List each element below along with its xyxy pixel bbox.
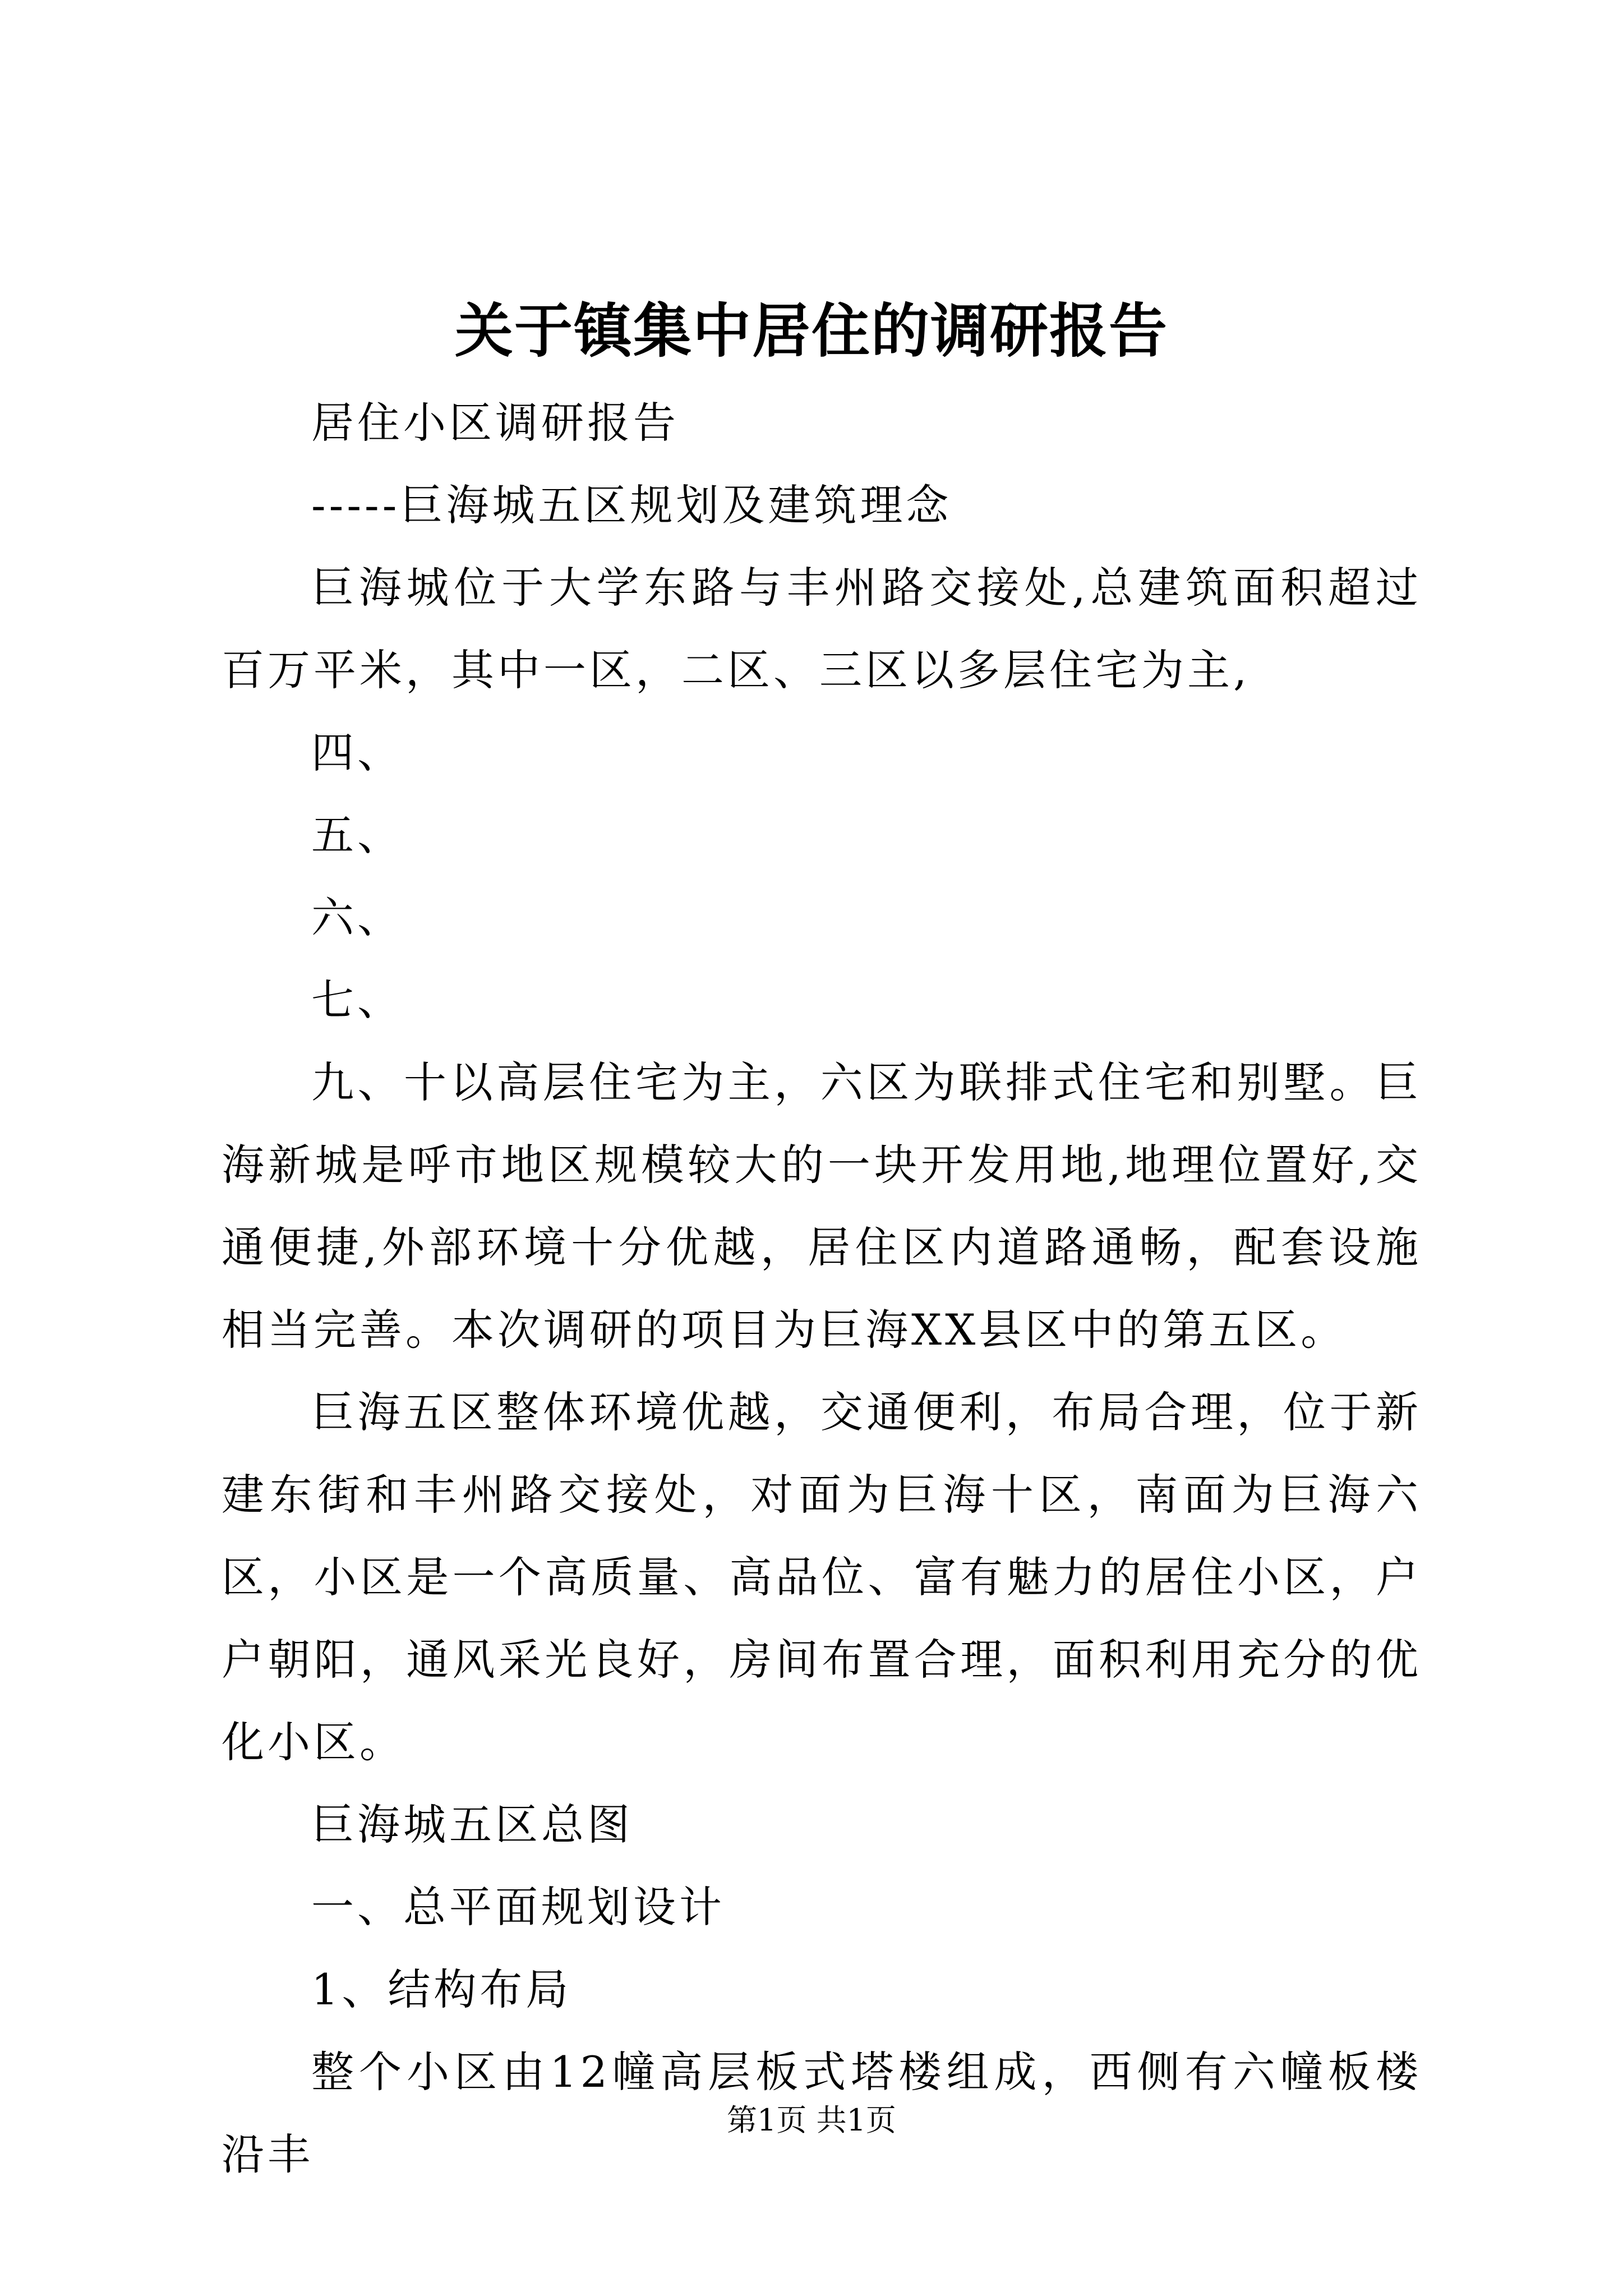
paragraph: 四、 (311, 728, 403, 777)
paragraph: 巨海城位于大学东路与丰州路交接处,总建筑面积超过百万平米，其中一区，二区、三区以多层住宅为主, (222, 563, 1422, 695)
paragraph: 1、结构布局 (311, 1964, 572, 2014)
paragraph: 七、 (311, 975, 403, 1025)
paragraph: 居住小区调研报告 (311, 398, 679, 448)
paragraph: 九、十以高层住宅为主，六区为联排式住宅和别墅。巨海新城是呼市地区规模较大的一块开发用地,地理位置好,交通便捷,外部环境十分优越，居住区内道路通畅，配套设施相当完善。本次调研的项目为巨海XX县区中的第五区。 (222, 1057, 1422, 1355)
page-footer: 第1页 共1页 (727, 2102, 896, 2138)
paragraph: 巨海城五区总图 (311, 1800, 633, 1849)
document-title: 关于镇集中居住的调研报告 (454, 296, 1168, 365)
paragraph: 六、 (311, 892, 403, 942)
paragraph: 巨海五区整体环境优越，交通便利，布局合理，位于新建东街和丰州路交接处，对面为巨海十区，南面为巨海六区，小区是一个高质量、高品位、富有魅力的居住小区，户户朝阳，通风采光良好，房间布置合理，面积利用充分的优化小区。 (222, 1387, 1422, 1767)
paragraph: 整个小区由12幢高层板式塔楼组成，西侧有六幢板楼沿丰 (222, 2047, 1422, 2179)
paragraph: 五、 (311, 810, 403, 860)
document-body (222, 381, 1422, 2196)
paragraph: -----巨海城五区规划及建筑理念 (311, 480, 952, 530)
paragraph: 一、总平面规划设计 (311, 1882, 725, 1932)
